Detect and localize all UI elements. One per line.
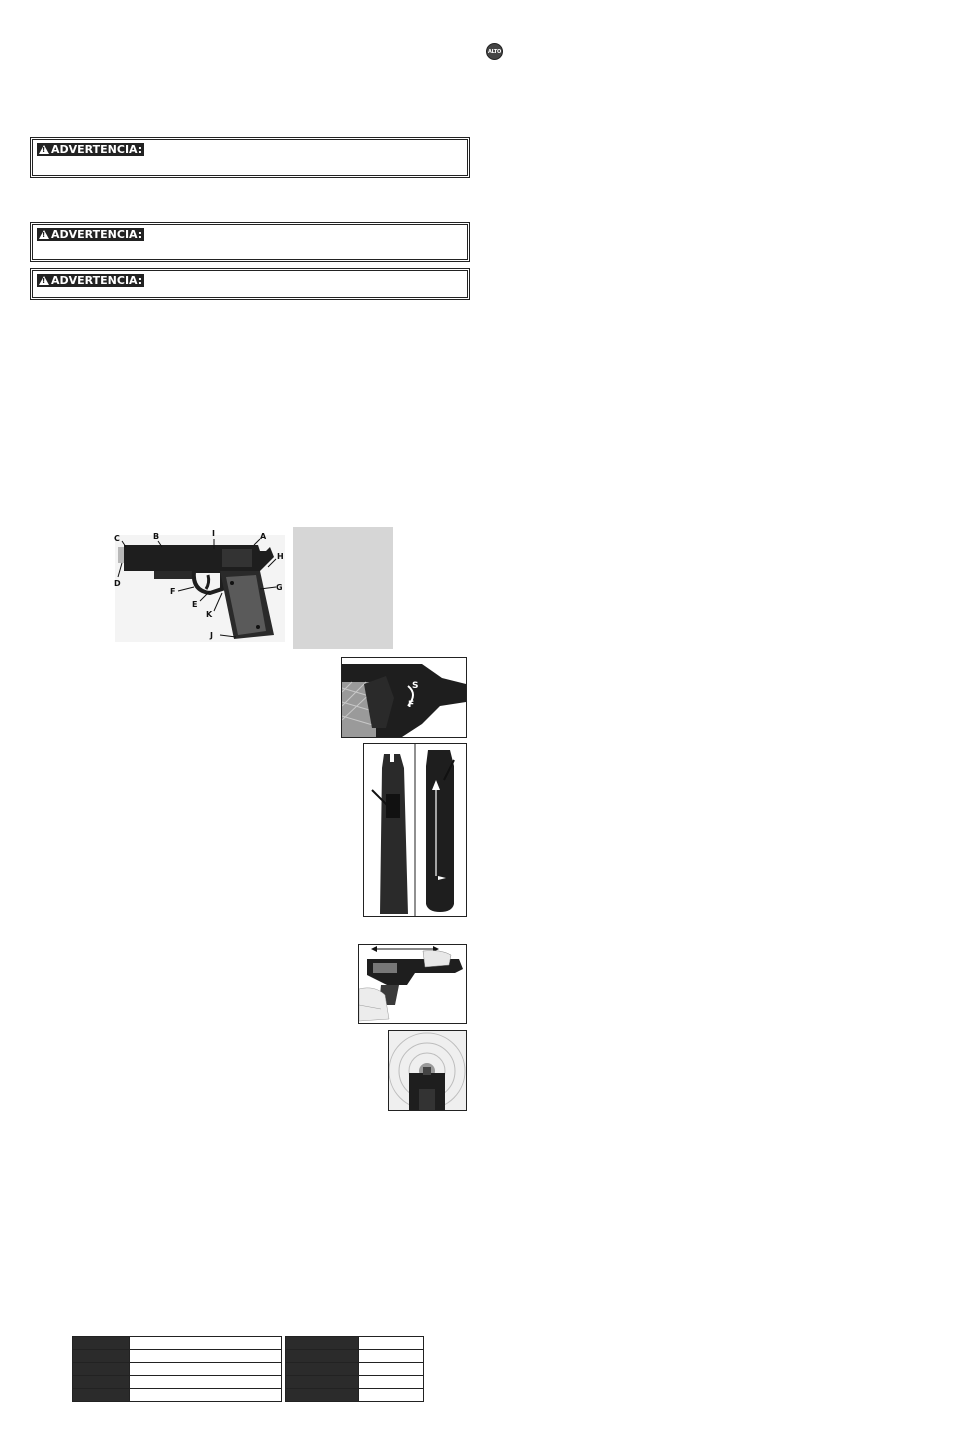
safety-lever-photo xyxy=(341,657,467,738)
table-row xyxy=(286,1363,424,1376)
warning-box-1 xyxy=(30,137,470,178)
specs-table-right xyxy=(285,1336,424,1402)
safety-label-s: S xyxy=(412,681,419,691)
warning-box-2 xyxy=(30,222,470,262)
warning-label: ! ADVERTENCIA: xyxy=(37,274,144,287)
warning-box-3 xyxy=(30,268,470,300)
table-row xyxy=(73,1337,282,1350)
table-row xyxy=(73,1363,282,1376)
pistol-diagram xyxy=(110,527,290,645)
pistol-label-b: B xyxy=(153,532,160,541)
table-row xyxy=(286,1376,424,1389)
pistol-label-f: F xyxy=(170,587,176,596)
sight-photo xyxy=(388,1030,467,1111)
table-row xyxy=(73,1376,282,1389)
table-row xyxy=(286,1350,424,1363)
table-row xyxy=(73,1389,282,1402)
pistol-label-e: E xyxy=(192,600,198,609)
pistol-label-a: A xyxy=(260,532,267,541)
warning-triangle-icon xyxy=(39,276,49,285)
warning-triangle-icon xyxy=(39,230,49,239)
specs-table-left xyxy=(72,1336,282,1402)
table-row xyxy=(286,1389,424,1402)
pistol-illustration xyxy=(110,527,290,645)
safety-label-f: F xyxy=(408,700,415,710)
warning-label: ! ADVERTENCIA: xyxy=(37,228,144,241)
warning-label: ! ADVERTENCIA: xyxy=(37,143,144,156)
pistol-label-c: C xyxy=(114,534,120,543)
pistol-label-h: H xyxy=(277,552,284,561)
stop-sign-text: ALTO xyxy=(487,48,502,55)
warning-triangle-icon xyxy=(39,145,49,154)
pistol-label-k: K xyxy=(206,610,213,619)
pistol-label-g: G xyxy=(276,583,283,592)
stop-sign-icon xyxy=(486,43,503,60)
table-row xyxy=(286,1337,424,1350)
magazine-photo xyxy=(363,743,467,917)
cocking-photo xyxy=(358,944,467,1024)
pistol-label-d: D xyxy=(114,579,121,588)
info-panel xyxy=(293,527,393,649)
pistol-label-i: I xyxy=(212,529,215,538)
table-row xyxy=(73,1350,282,1363)
pistol-label-j: J xyxy=(210,631,213,640)
